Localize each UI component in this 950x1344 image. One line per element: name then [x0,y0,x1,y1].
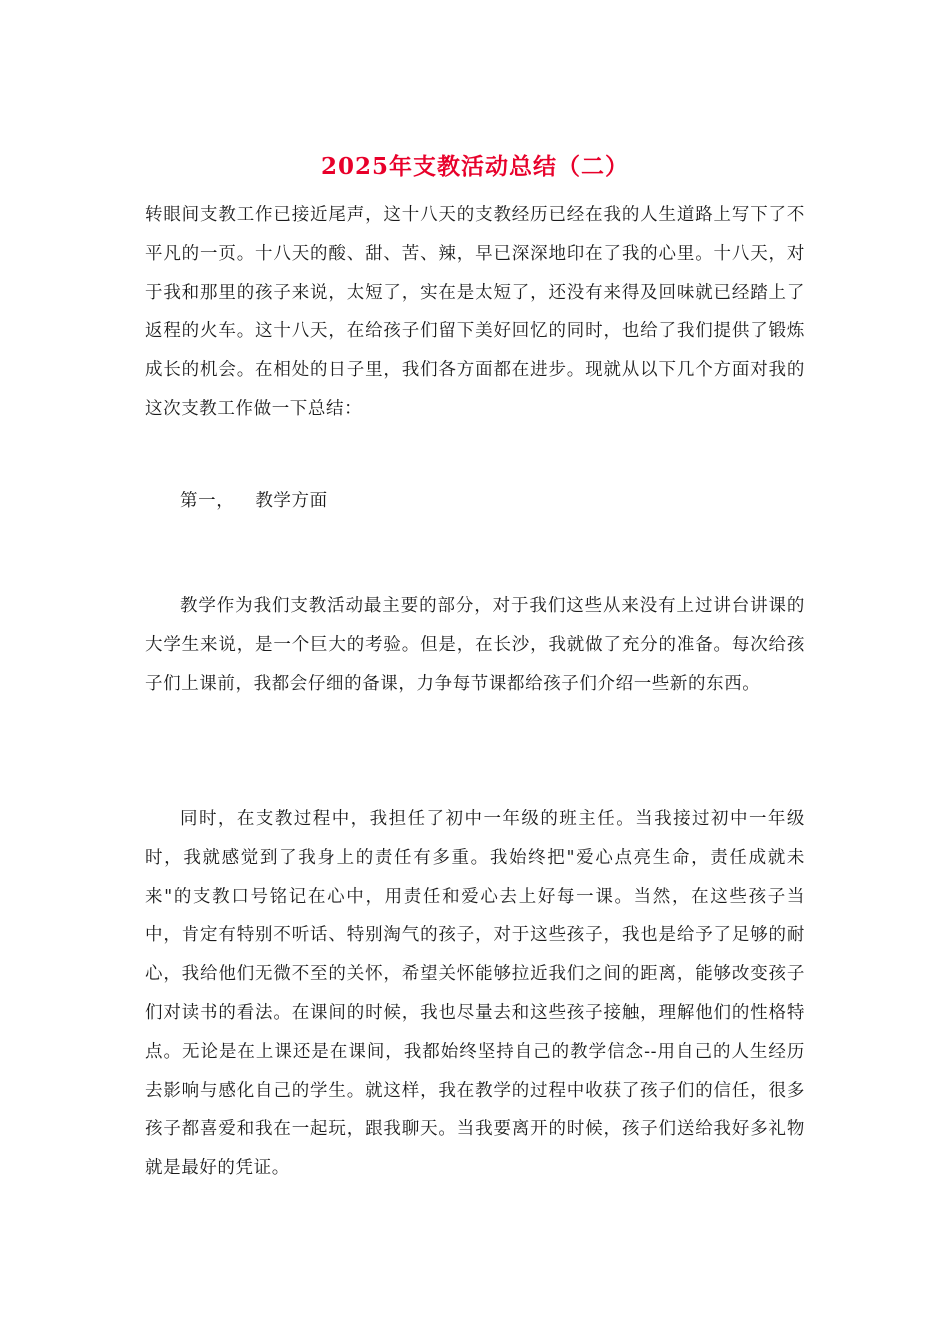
section-heading-text: 教学方面 [255,491,328,511]
teaching-paragraph: 教学作为我们支教活动最主要的部分，对于我们这些从来没有上过讲台讲课的大学生来说，是一个巨大的考验。但是，在长沙，我就做了充分的准备。每次给孩子们上课前，我都会仔细的备课，力争每节课都给孩子们介绍一些新的东西。 [145,596,805,694]
document-title: 2025年支教活动总结（二） [320,153,629,180]
section-heading-number: 第一， [180,491,235,511]
homeroom-paragraph: 同时，在支教过程中，我担任了初中一年级的班主任。当我接过初中一年级时，我就感觉到了我身上的责任有多重。我始终把"爱心点亮生命，责任成就未来"的支教口号铭记在心中，用责任和爱心去上好每一课。当然，在这些孩子当中，肯定有特别不听话、特别淘气的孩子，对于这些孩子，我也是给予了足够的耐心，我给他们无微不至的关怀，希望关怀能够拉近我们之间的距离，能够改变孩子们对读书的看法。在课间的时候，我也尽量去和这些孩子接触，理解他们的性格特点。无论是在上课还是在课间，我都始终坚持自己的教学信念--用自己的人生经历去影响与感化自己的学生。就这样，我在教学的过程中收获了孩子们的信任，很多孩子都喜爱和我在一起玩，跟我聊天。当我要离开的时候，孩子们送给我好多礼物就是最好的凭证。 [145,809,805,1179]
intro-paragraph: 转眼间支教工作已接近尾声，这十八天的支教经历已经在我的人生道路上写下了不平凡的一页。十八天的酸、甜、苦、辣，早已深深地印在了我的心里。十八天，对于我和那里的孩子来说，太短了，实在是太短了，还没有来得及回味就已经踏上了返程的火车。这十八天，在给孩子们留下美好回忆的同时，也给了我们提供了锻炼成长的机会。在相处的日子里，我们各方面都在进步。现就从以下几个方面对我的这次支教工作做一下总结： [145,205,805,419]
section-heading [145,482,805,521]
